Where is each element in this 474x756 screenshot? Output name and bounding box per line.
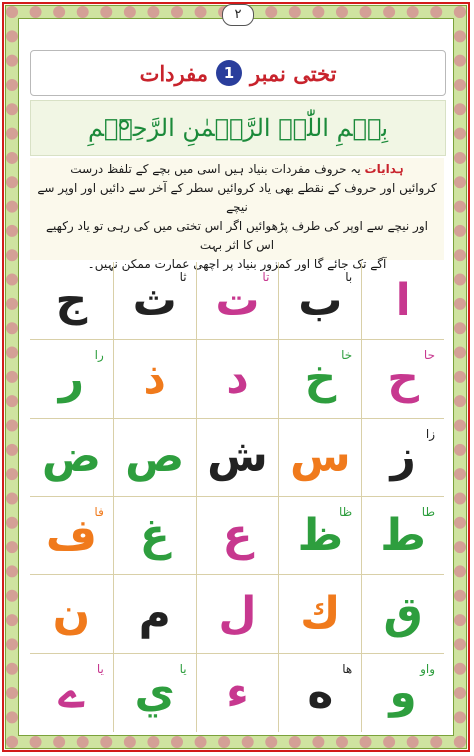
letter-cell bbox=[113, 654, 196, 732]
bismillah-text: بِسۡمِ اللّٰہِ الرَّحۡمٰنِ الرَّحِیۡمِ bbox=[87, 114, 389, 142]
letter-glyph: و bbox=[389, 666, 417, 718]
letter-cell bbox=[361, 262, 444, 340]
letter-name-label: را bbox=[94, 348, 104, 363]
letter-cell bbox=[361, 419, 444, 497]
bismillah-banner bbox=[30, 100, 446, 156]
letter-glyph: م bbox=[138, 587, 171, 639]
letter-glyph: ل bbox=[218, 587, 257, 639]
letter-cell bbox=[113, 497, 196, 575]
letter-name-label: ظا bbox=[338, 505, 353, 519]
letter-glyph: ش bbox=[207, 431, 268, 483]
letter-glyph: ذ bbox=[143, 352, 167, 404]
letter-glyph: ه bbox=[307, 666, 334, 718]
letter-name-label: طا bbox=[421, 505, 435, 519]
ornament-circle-icon bbox=[119, 120, 129, 130]
lesson-subject: مفردات bbox=[139, 60, 208, 86]
letter-glyph: ث bbox=[132, 274, 177, 326]
letter-glyph: ف bbox=[45, 509, 97, 561]
letter-cell bbox=[113, 340, 196, 418]
letter-name-label: خا bbox=[341, 348, 353, 363]
letter-cell bbox=[113, 575, 196, 653]
letter-cell bbox=[278, 497, 361, 575]
letter-glyph: ص bbox=[125, 431, 185, 483]
letter-cell bbox=[30, 654, 113, 732]
letter-name-label: با bbox=[345, 270, 353, 284]
letter-glyph: ع bbox=[222, 509, 253, 561]
letter-cell bbox=[113, 262, 196, 340]
letter-glyph: غ bbox=[139, 509, 170, 561]
letter-cell bbox=[196, 419, 279, 497]
letter-cell bbox=[278, 262, 361, 340]
letter-cell bbox=[196, 575, 279, 653]
letter-glyph: ط bbox=[380, 509, 426, 561]
letter-cell bbox=[196, 262, 279, 340]
letter-glyph: ء bbox=[226, 666, 249, 718]
letter-cell bbox=[113, 419, 196, 497]
letter-cell bbox=[278, 419, 361, 497]
letter-name-label: ثا bbox=[179, 270, 187, 284]
letter-glyph: ي bbox=[134, 666, 175, 718]
letter-glyph: ح bbox=[387, 352, 419, 404]
letter-glyph: ر bbox=[58, 352, 85, 404]
letter-cell bbox=[278, 654, 361, 732]
letter-name-label: ھا bbox=[342, 661, 353, 676]
letter-glyph: ض bbox=[41, 431, 102, 483]
letter-glyph: خ bbox=[304, 352, 337, 404]
lesson-title: تختی نمبر bbox=[249, 60, 337, 86]
letter-cell bbox=[278, 340, 361, 418]
letter-cell bbox=[361, 575, 444, 653]
letter-name-label: تا bbox=[262, 270, 270, 284]
letter-name-label: حا bbox=[423, 348, 435, 363]
letter-glyph: ے bbox=[58, 666, 85, 718]
letter-cell bbox=[196, 654, 279, 732]
letter-cell bbox=[361, 497, 444, 575]
lesson-number-badge: 1 bbox=[216, 60, 242, 86]
letter-glyph: ك bbox=[300, 587, 341, 639]
instructions-line-3: اور نیچے سے اوپر کی طرف پڑھوائیں اگر اس تختی میں کی رہی تو یاد رکھیے اس کا اثر بہت bbox=[46, 219, 428, 252]
letter-cell bbox=[30, 262, 113, 340]
alphabet-grid bbox=[30, 262, 444, 732]
instructions-line-4: آگے تک جائے گا اور کمزور بنیاد پر اچھی عمارت ممکن نہیں۔ bbox=[87, 257, 387, 271]
letter-glyph: ج bbox=[55, 274, 88, 326]
letter-name-label: یا bbox=[96, 661, 104, 676]
letter-name-label: زا bbox=[425, 426, 435, 441]
instructions-line-1 bbox=[36, 160, 438, 179]
letter-cell bbox=[30, 575, 113, 653]
lesson-header bbox=[30, 50, 446, 96]
instructions-line-2: کروائیں اور حروف کے نقطے بھی یاد کروائیں سطر کے آخر سے دائیں اور اوپر سے نیچے bbox=[37, 181, 437, 214]
letter-cell bbox=[361, 340, 444, 418]
letter-name-label: فا bbox=[94, 505, 104, 519]
letter-glyph: س bbox=[289, 431, 351, 483]
letter-glyph: ق bbox=[383, 587, 423, 639]
letter-glyph: ن bbox=[52, 587, 91, 639]
letter-cell bbox=[30, 497, 113, 575]
letter-glyph: ز bbox=[390, 431, 416, 483]
letter-glyph: د bbox=[226, 352, 249, 404]
letter-glyph: ب bbox=[298, 274, 343, 326]
letter-cell bbox=[196, 497, 279, 575]
letter-cell bbox=[30, 340, 113, 418]
letter-name-label: یا bbox=[179, 661, 187, 676]
instructions-heading: ہدایات bbox=[364, 162, 404, 176]
instructions-block bbox=[30, 158, 444, 271]
letter-cell bbox=[30, 419, 113, 497]
letter-glyph: ا bbox=[395, 274, 411, 326]
letter-cell bbox=[361, 654, 444, 732]
page-number: ۲ bbox=[222, 4, 254, 26]
letter-name-label: واو bbox=[420, 661, 435, 676]
letter-glyph: ظ bbox=[297, 509, 344, 561]
instructions-text: یہ حروف مفردات بنیاد ہیں اسی میں بچے کے تلفظ درست bbox=[70, 162, 361, 176]
letter-glyph: ت bbox=[215, 274, 260, 326]
letter-cell bbox=[278, 575, 361, 653]
letter-cell bbox=[196, 340, 279, 418]
